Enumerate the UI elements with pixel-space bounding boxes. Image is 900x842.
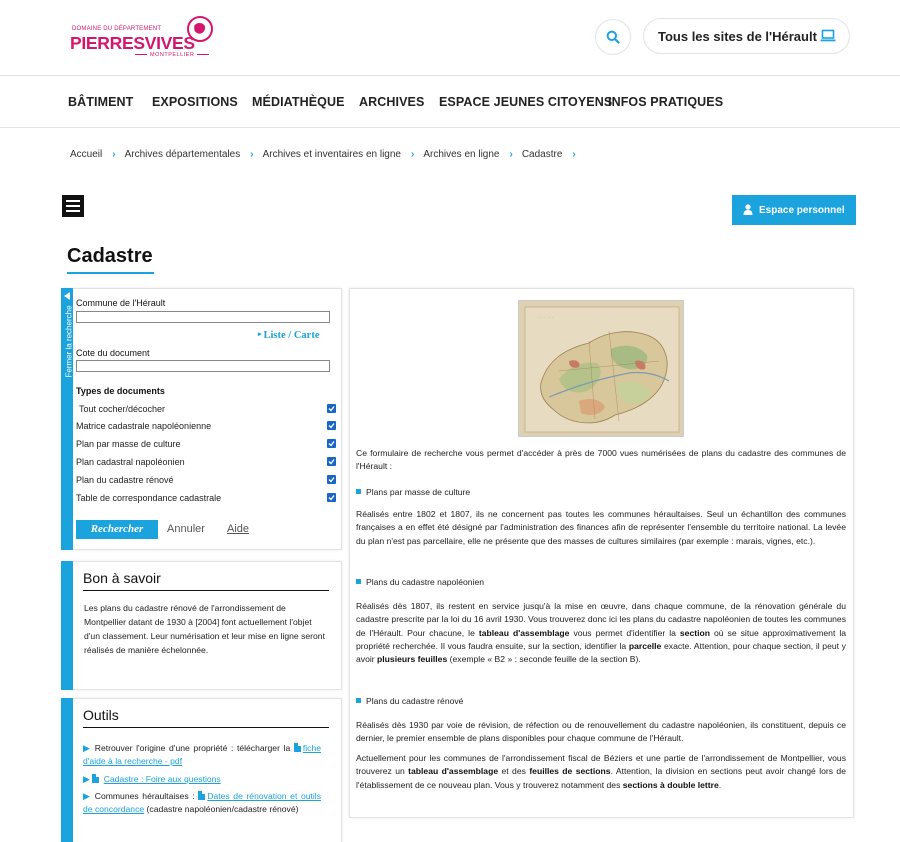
cancel-button[interactable]: Annuler [167, 523, 205, 535]
outils-item-text: Communes héraultaises : [94, 791, 195, 801]
collapse-arrow-icon[interactable] [64, 292, 70, 300]
cote-input[interactable] [76, 360, 330, 372]
logo-name: PIERRESVIVES [70, 33, 195, 53]
breadcrumb-accueil[interactable]: Accueil [70, 149, 103, 160]
section-heading-renove [356, 696, 463, 706]
search-panel [61, 288, 342, 550]
liste-carte-link[interactable] [258, 330, 320, 341]
site-header [0, 0, 900, 76]
checkbox-masse[interactable] [327, 439, 336, 448]
toggle-search-tab[interactable] [62, 288, 74, 388]
triangle-bullet-icon: ▶ [83, 791, 92, 801]
checkbox-all[interactable] [327, 404, 336, 413]
pdf-icon [294, 743, 301, 752]
panel-accent-bar [61, 561, 73, 690]
section-text-renove-1: Réalisés dès 1930 par voie de révision, de réfection ou de renouvellement du cadastre napoléonien, ils constituent, depuis ce dernier, le premier ensemble de plans disponibles pour chaque commune de l'Hérault. [356, 720, 846, 744]
all-sites-label: Tous les sites de l'Hérault [658, 29, 817, 44]
faq-link[interactable]: Cadastre : Foire aux questions [103, 774, 221, 784]
checkbox-napoleonien[interactable] [327, 457, 336, 466]
text-fragment: . [718, 779, 722, 790]
checkbox-row-renove[interactable] [76, 475, 336, 487]
commune-label: Commune de l'Hérault [76, 298, 166, 308]
breadcrumb-separator: › [410, 149, 415, 160]
checkbox-label: Plan du cadastre rénové [76, 475, 174, 485]
checkbox-row-matrice[interactable] [76, 421, 336, 433]
text-fragment: (exemple « B2 » : seconde feuille de la section B). [449, 654, 641, 665]
fiche-aide-link[interactable]: fiche d'aide à la recherche - pdf [83, 743, 322, 766]
bon-a-savoir-text: Les plans du cadastre rénové de l'arrondissement de Montpellier datant de 1930 à [2004] font actuellement l'objet d'un classement. Leur numérisation et leur mise en ligne seront réalisés de manière échelonnée. [84, 603, 325, 655]
section-text-renove-2 [356, 752, 846, 792]
checkbox-row-napoleonien[interactable] [76, 457, 336, 469]
nav-item-infos-pratiques[interactable]: INFOS PRATIQUES [608, 95, 724, 109]
checkbox-row-all[interactable] [76, 404, 336, 416]
square-bullet-icon [356, 698, 361, 703]
breadcrumb-separator: › [509, 149, 513, 160]
text-fragment: . Attention, la division en sections peut avoir changé lors de l'établissement de ce nouveau plan. Vous y trouverez notamment des [356, 766, 846, 790]
site-logo[interactable] [70, 16, 215, 60]
section-heading-napoleonien [356, 577, 484, 587]
logo-top-line: DOMAINE DU DÉPARTEMENT [72, 26, 162, 32]
triangle-icon: ▸ [258, 330, 262, 338]
text-fragment: vous permet d'identifier la [573, 627, 676, 638]
nav-item-mediatheque[interactable]: MÉDIATHÈQUE [252, 95, 345, 109]
nav-item-espace-jeunes[interactable]: ESPACE JEUNES CITOYENS [439, 95, 613, 109]
square-bullet-icon [356, 489, 361, 494]
breadcrumb-separator: › [112, 149, 116, 160]
outils-item-faq [83, 773, 321, 786]
bold-fragment: parcelle [628, 640, 662, 651]
section-text-masse: Réalisés entre 1802 et 1807, ils ne concernent pas toutes les communes héraultaises. Seul un échantillon des communes françaises a en effet été désigné par l'administration des finances afin de représenter l'ensemble du territoire national. La levée du plan n'est pas parcellaire, elle ne présente que des masses de cultures similaires (par exemple : marais, vignes, etc.). [356, 509, 846, 546]
outils-item-text: Retrouver l'origine d'une propriété : télécharger la [94, 743, 291, 753]
checkbox-label: Table de correspondance cadastrale [76, 493, 222, 503]
checkbox-matrice[interactable] [327, 421, 336, 430]
outils-item-origine [83, 742, 321, 768]
text-fragment: exacte. Attention, pour chaque section, il peut y avoir [356, 640, 846, 665]
nav-item-batiment[interactable]: BÂTIMENT [68, 95, 134, 109]
dates-renovation-link[interactable]: Dates de rénovation et outils de concordance [83, 791, 322, 814]
search-icon [606, 30, 620, 44]
laptop-icon [820, 29, 836, 42]
checkbox-correspondance[interactable] [327, 493, 336, 502]
panel-accent-bar [61, 698, 73, 842]
cote-label: Cote du document [76, 348, 150, 358]
outils-item-communes [83, 790, 321, 816]
pdf-icon [92, 774, 99, 783]
liste-carte-label: Liste / Carte [263, 330, 320, 341]
breadcrumb-separator: › [572, 149, 576, 160]
section-title: Plans par masse de culture [366, 487, 471, 497]
text-fragment: Actuellement pour les communes de l'arrondissement fiscal de Béziers et une partie de l'arrondissement de Montpellier, vous trouverez un [356, 753, 846, 777]
logo-bird-icon [187, 16, 213, 42]
text-fragment: et des [501, 766, 526, 777]
breadcrumb-cadastre[interactable]: Cadastre [521, 149, 563, 160]
title-rule [83, 590, 329, 591]
checkbox-label: Plan par masse de culture [76, 439, 181, 449]
checkbox-row-correspondance[interactable] [76, 493, 336, 505]
bold-fragment: sections à double lettre [622, 779, 719, 790]
main-nav [0, 76, 900, 128]
logo-city: MONTPELLIER [132, 52, 212, 58]
square-bullet-icon [356, 579, 361, 584]
all-sites-button[interactable] [643, 18, 850, 54]
cadastre-map-image [518, 300, 684, 437]
search-button[interactable] [595, 19, 631, 55]
section-text-napoleonien [356, 600, 846, 666]
breadcrumb-archives-departementales[interactable]: Archives départementales [124, 149, 241, 160]
section-title: Plans du cadastre rénové [366, 696, 464, 706]
user-icon [743, 204, 753, 215]
checkbox-label: Plan cadastral napoléonien [76, 457, 185, 467]
page-title: Cadastre [67, 245, 153, 267]
bold-fragment: tableau d'assemblage [408, 766, 499, 777]
bold-fragment: section [679, 627, 710, 638]
espace-personnel-button[interactable] [732, 195, 856, 225]
nav-item-archives[interactable]: ARCHIVES [359, 95, 425, 109]
toggle-search-label: Fermer la recherche [64, 305, 74, 378]
triangle-bullet-icon: ▶ [83, 774, 90, 784]
checkbox-label: Matrice cadastrale napoléonienne [76, 421, 212, 431]
pdf-icon [198, 791, 205, 800]
outils-title: Outils [83, 707, 119, 723]
checkbox-renove[interactable] [327, 475, 336, 484]
nav-item-expositions[interactable]: EXPOSITIONS [152, 95, 238, 109]
section-title: Plans du cadastre napoléonien [366, 577, 485, 587]
title-underline [67, 272, 154, 274]
types-title: Types de documents [76, 386, 165, 396]
title-rule [83, 727, 329, 728]
bon-a-savoir-title: Bon à savoir [83, 570, 161, 586]
checkbox-label: Tout cocher/décocher [79, 404, 166, 414]
triangle-bullet-icon: ▶ [83, 743, 92, 753]
espace-personnel-label: Espace personnel [759, 205, 845, 216]
bold-fragment: feuilles de sections [529, 766, 611, 777]
breadcrumb-archives-en-ligne[interactable]: Archives en ligne [423, 149, 500, 160]
bold-fragment: tableau d'assemblage [478, 627, 570, 638]
bold-fragment: plusieurs feuilles [377, 654, 448, 665]
outils-item-suffix: (cadastre napoléonien/cadastre rénové) [146, 804, 299, 814]
section-heading-masse [356, 487, 470, 497]
intro-text: Ce formulaire de recherche vous permet d'accéder à près de 7000 vues numérisées de plans du cadastre des communes de l'Hérault : [356, 448, 846, 472]
breadcrumb [70, 149, 585, 163]
text-fragment: Réalisés dès 1807, ils restent en service jusqu'à la mise en œuvre, dans chaque commune, de la rénovation générale du cadastre prescrite par la loi du 16 avril 1930. Vous trouverez donc ici les plans du cadastre napoléonien de toutes les communes de l'Hérault. Pour chacune, le [356, 601, 846, 638]
help-link[interactable]: Aide [227, 523, 250, 535]
text-fragment: où se situe approximativement la propriété recherchée. Il vous faudra ensuite, sur la section, identifier la [356, 627, 847, 651]
search-submit-button[interactable]: Rechercher [76, 520, 158, 539]
svg-text:· · · · · ·: · · · · · · [539, 315, 553, 320]
breadcrumb-separator: › [250, 149, 254, 160]
breadcrumb-archives-inventaires[interactable]: Archives et inventaires en ligne [262, 149, 401, 160]
commune-input[interactable] [76, 311, 330, 323]
checkbox-row-masse[interactable] [76, 439, 336, 451]
hamburger-icon[interactable] [62, 195, 84, 217]
